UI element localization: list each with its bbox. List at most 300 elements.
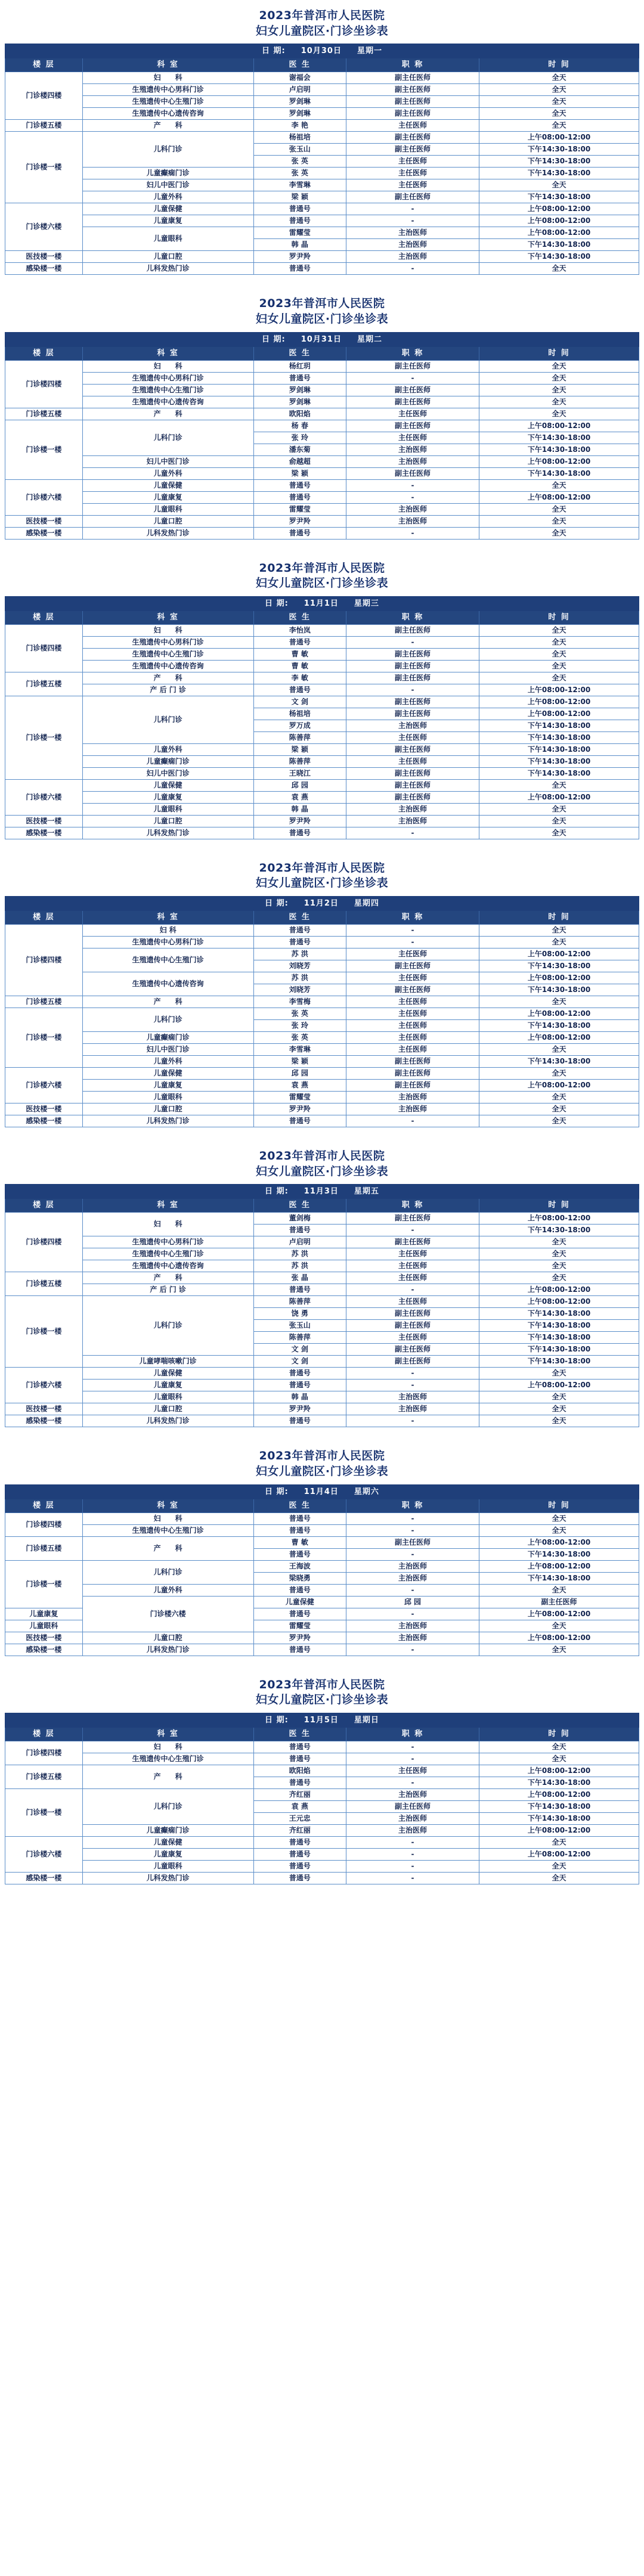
cell-department: 产 科 <box>82 1765 253 1788</box>
cell-title: 主任医师 <box>346 755 479 767</box>
table-row <box>5 1632 639 1644</box>
cell-time: 全天 <box>479 263 639 275</box>
cell-department: 妇儿中医门诊 <box>82 767 253 779</box>
cell-doctor: 张 英 <box>253 168 346 179</box>
cell-doctor: 袁 燕 <box>253 791 346 803</box>
cell-time: 上午08:00-12:00 <box>479 203 639 215</box>
cell-department: 儿科门诊 <box>82 1788 253 1824</box>
cell-title: 副主任医师 <box>346 132 479 144</box>
cell-time: 上午08:00-12:00 <box>479 684 639 696</box>
weekday-value: 星期日 <box>354 1715 379 1725</box>
cell-title: 主治医师 <box>346 1788 479 1800</box>
schedule-table <box>5 896 639 1127</box>
cell-doctor: 李雪琳 <box>253 179 346 191</box>
cell-time: 下午14:30-18:00 <box>479 144 639 156</box>
cell-doctor: 文 剑 <box>253 696 346 708</box>
sheet-title-block <box>5 0 639 44</box>
cell-doctor: 李怡岚 <box>253 624 346 636</box>
cell-time: 全天 <box>479 624 639 636</box>
day-schedule-sheet <box>0 853 644 1140</box>
cell-doctor: 陈善萍 <box>253 1332 346 1344</box>
cell-department: 儿童癫痫门诊 <box>82 1824 253 1836</box>
cell-floor: 门诊楼四楼 <box>5 72 83 120</box>
cell-title: - <box>346 636 479 648</box>
cell-department: 妇儿中医门诊 <box>82 179 253 191</box>
table-row <box>5 1103 639 1115</box>
cell-title: 副主任医师 <box>346 1356 479 1368</box>
column-header-time: 时 间 <box>479 911 639 925</box>
cell-doctor: 普通号 <box>253 1415 346 1427</box>
cell-doctor: 欧阳焰 <box>253 1765 346 1777</box>
cell-time: 上午08:00-12:00 <box>479 215 639 227</box>
cell-time: 全天 <box>479 372 639 384</box>
cell-doctor: 罗剑琳 <box>253 96 346 108</box>
table-row <box>5 1596 639 1608</box>
page-subtitle: 妇女儿童院区·门诊坐诊表 <box>255 1465 389 1478</box>
cell-doctor: 陈善萍 <box>253 755 346 767</box>
cell-floor: 感染楼一楼 <box>5 1415 83 1427</box>
table-row <box>5 467 639 479</box>
table-row <box>5 1080 639 1092</box>
column-header-doctor: 医 生 <box>253 1499 346 1512</box>
cell-department: 产 后 门 诊 <box>82 684 253 696</box>
cell-department: 儿科发热门诊 <box>82 263 253 275</box>
page-subtitle: 妇女儿童院区·门诊坐诊表 <box>255 1164 389 1178</box>
cell-time: 全天 <box>479 527 639 539</box>
cell-floor: 门诊楼五楼 <box>5 996 83 1008</box>
column-header-floor: 楼 层 <box>5 1727 83 1741</box>
table-row <box>5 624 639 636</box>
table-row <box>5 479 639 491</box>
cell-doctor: 王元忠 <box>253 1812 346 1824</box>
page-subtitle: 妇女儿童院区·门诊坐诊表 <box>255 1693 389 1707</box>
cell-time: 下午14:30-18:00 <box>479 1225 639 1236</box>
schedule-table <box>5 44 639 275</box>
cell-title: 副主任医师 <box>346 420 479 432</box>
cell-department: 儿童康复 <box>82 1848 253 1860</box>
cell-title: - <box>346 827 479 839</box>
table-row <box>5 1415 639 1427</box>
column-header-row <box>5 610 639 624</box>
cell-time: 下午14:30-18:00 <box>479 767 639 779</box>
cell-doctor: 杨祖培 <box>253 708 346 720</box>
cell-department: 儿童眼科 <box>82 227 253 251</box>
table-row <box>5 672 639 684</box>
cell-title: - <box>346 1415 479 1427</box>
cell-title: 主治医师 <box>346 1403 479 1415</box>
cell-doctor: 曹 敏 <box>253 648 346 660</box>
table-row <box>5 1380 639 1391</box>
table-row <box>5 1741 639 1753</box>
table-row <box>5 1536 639 1548</box>
table-row <box>5 779 639 791</box>
table-row <box>5 515 639 527</box>
cell-title: - <box>346 1608 479 1620</box>
cell-department: 儿科发热门诊 <box>82 1415 253 1427</box>
cell-floor: 门诊楼六楼 <box>5 779 83 815</box>
cell-doctor: 卢启明 <box>253 1236 346 1248</box>
table-row <box>5 120 639 132</box>
cell-doctor: 杨 春 <box>253 420 346 432</box>
cell-doctor: 邱 园 <box>253 1068 346 1080</box>
cell-title: - <box>346 684 479 696</box>
cell-doctor: 罗尹羚 <box>253 1632 346 1644</box>
cell-department: 产 后 门 诊 <box>82 1284 253 1296</box>
cell-time: 下午14:30-18:00 <box>479 960 639 972</box>
cell-title: 副主任医师 <box>346 1308 479 1320</box>
cell-time: 下午14:30-18:00 <box>479 720 639 731</box>
cell-department: 妇 科 <box>82 925 253 937</box>
cell-title: 副主任医师 <box>346 467 479 479</box>
cell-title: 副主任医师 <box>346 396 479 408</box>
cell-department: 儿童口腔 <box>82 1103 253 1115</box>
cell-doctor: 文 剑 <box>253 1356 346 1368</box>
cell-title: 副主任医师 <box>346 791 479 803</box>
cell-doctor: 普通号 <box>253 1548 346 1560</box>
cell-doctor: 杨红玥 <box>253 360 346 372</box>
cell-doctor: 梁晓勇 <box>253 1572 346 1584</box>
table-row <box>5 1848 639 1860</box>
cell-doctor: 文 剑 <box>253 1344 346 1356</box>
table-row <box>5 660 639 672</box>
page-subtitle: 妇女儿童院区·门诊坐诊表 <box>255 576 389 590</box>
cell-time: 全天 <box>479 648 639 660</box>
page-title: 2023年普洱市人民医院 <box>259 1149 385 1163</box>
cell-department: 儿童口腔 <box>82 1632 253 1644</box>
cell-time: 全天 <box>479 1236 639 1248</box>
cell-doctor: 普通号 <box>253 1860 346 1872</box>
cell-time: 上午08:00-12:00 <box>479 1284 639 1296</box>
cell-doctor: 刘晓芳 <box>253 984 346 996</box>
cell-title: 主治医师 <box>346 1632 479 1644</box>
cell-title: - <box>346 937 479 948</box>
cell-doctor: 普通号 <box>253 1115 346 1127</box>
cell-doctor: 张 英 <box>253 1032 346 1044</box>
cell-department: 儿童眼科 <box>82 1391 253 1403</box>
cell-doctor: 罗剑琳 <box>253 396 346 408</box>
weekday-value: 星期六 <box>354 1487 379 1496</box>
cell-department: 妇儿中医门诊 <box>82 1044 253 1056</box>
cell-title: - <box>346 479 479 491</box>
cell-floor: 门诊楼一楼 <box>5 1788 83 1836</box>
column-header-title: 职 称 <box>346 911 479 925</box>
cell-department: 儿童口腔 <box>82 1403 253 1415</box>
weekday-value: 星期四 <box>354 899 379 909</box>
cell-department: 儿童保健 <box>82 1368 253 1380</box>
day-schedule-sheet <box>0 1440 644 1669</box>
cell-time: 上午08:00-12:00 <box>479 132 639 144</box>
cell-doctor: 韩 晶 <box>253 239 346 251</box>
table-row <box>5 1248 639 1260</box>
cell-doctor: 齐红丽 <box>253 1788 346 1800</box>
cell-title: 副主任医师 <box>346 672 479 684</box>
cell-time: 上午08:00-12:00 <box>479 1536 639 1548</box>
cell-time: 全天 <box>479 1872 639 1884</box>
cell-department: 儿童外科 <box>82 1584 253 1596</box>
cell-title: 主治医师 <box>346 515 479 527</box>
cell-doctor: 张 英 <box>253 1008 346 1020</box>
cell-department: 生殖遗传中心遗传咨询 <box>82 396 253 408</box>
cell-title: 主治医师 <box>346 251 479 263</box>
cell-doctor: 普通号 <box>253 636 346 648</box>
table-row <box>5 1008 639 1020</box>
cell-department: 儿童哮喘咳嗽门诊 <box>82 1356 253 1368</box>
cell-doctor: 普通号 <box>253 1836 346 1848</box>
table-row <box>5 1860 639 1872</box>
cell-department: 儿童保健 <box>82 1836 253 1848</box>
cell-department: 妇 科 <box>82 1741 253 1753</box>
page-title: 2023年普洱市人民医院 <box>259 861 385 875</box>
cell-title: 主治医师 <box>346 1572 479 1584</box>
cell-department: 生殖遗传中心遗传咨询 <box>82 660 253 672</box>
cell-time: 全天 <box>479 779 639 791</box>
cell-title: 副主任医师 <box>346 1056 479 1068</box>
cell-title: 副主任医师 <box>346 1344 479 1356</box>
cell-title: 主治医师 <box>346 1620 479 1632</box>
cell-time: 下午14:30-18:00 <box>479 432 639 444</box>
cell-floor: 门诊楼一楼 <box>5 1008 83 1068</box>
cell-department: 儿童外科 <box>82 467 253 479</box>
cell-doctor: 罗尹羚 <box>253 515 346 527</box>
cell-title: - <box>346 1836 479 1848</box>
cell-department: 儿童康复 <box>82 1380 253 1391</box>
cell-time: 全天 <box>479 1103 639 1115</box>
cell-title: 副主任医师 <box>346 144 479 156</box>
cell-time: 全天 <box>479 1248 639 1260</box>
table-row <box>5 455 639 467</box>
cell-title: - <box>346 1512 479 1524</box>
cell-department: 儿科发热门诊 <box>82 1872 253 1884</box>
table-row <box>5 84 639 96</box>
cell-department: 妇 科 <box>82 72 253 84</box>
cell-doctor: 普通号 <box>253 925 346 937</box>
table-row <box>5 263 639 275</box>
cell-title: - <box>346 1115 479 1127</box>
cell-doctor: 韩 晶 <box>253 1391 346 1403</box>
column-header-row <box>5 346 639 360</box>
column-header-title: 职 称 <box>346 346 479 360</box>
cell-title: - <box>346 527 479 539</box>
column-header-row <box>5 1727 639 1741</box>
cell-doctor: 罗剑琳 <box>253 384 346 396</box>
cell-floor: 门诊楼六楼 <box>5 1836 83 1872</box>
cell-title: 副主任医师 <box>346 84 479 96</box>
column-header-title: 职 称 <box>346 1499 479 1512</box>
cell-floor: 门诊楼四楼 <box>5 360 83 408</box>
table-row <box>5 491 639 503</box>
cell-title: 副主任医师 <box>479 1596 639 1608</box>
cell-doctor: 普通号 <box>253 1380 346 1391</box>
date-bar-text <box>5 596 639 610</box>
table-row <box>5 684 639 696</box>
cell-title: 主治医师 <box>346 720 479 731</box>
cell-floor: 门诊楼六楼 <box>5 1368 83 1403</box>
table-row <box>5 360 639 372</box>
cell-time: 下午14:30-18:00 <box>479 1320 639 1332</box>
cell-floor: 门诊楼四楼 <box>5 1213 83 1272</box>
cell-title: - <box>346 1644 479 1656</box>
cell-time: 全天 <box>479 479 639 491</box>
sheet-title-block <box>5 1140 639 1184</box>
cell-title: 主治医师 <box>346 239 479 251</box>
cell-department: 儿科发热门诊 <box>82 1644 253 1656</box>
table-row <box>5 827 639 839</box>
cell-time: 全天 <box>479 1584 639 1596</box>
cell-title: 副主任医师 <box>346 1236 479 1248</box>
table-row <box>5 1284 639 1296</box>
table-row <box>5 72 639 84</box>
cell-doctor: 卢启明 <box>253 84 346 96</box>
cell-time: 全天 <box>479 996 639 1008</box>
column-header-floor: 楼 层 <box>5 610 83 624</box>
cell-time: 下午14:30-18:00 <box>479 1332 639 1344</box>
cell-doctor: 普通号 <box>253 937 346 948</box>
cell-title: 副主任医师 <box>346 960 479 972</box>
cell-title: 主任医师 <box>346 120 479 132</box>
cell-time: 全天 <box>479 660 639 672</box>
cell-title: 主治医师 <box>346 1824 479 1836</box>
cell-title: - <box>346 491 479 503</box>
cell-doctor: 邱 园 <box>253 779 346 791</box>
cell-floor: 门诊楼一楼 <box>5 132 83 203</box>
cell-title: 副主任医师 <box>346 1800 479 1812</box>
date-bar-text <box>5 332 639 346</box>
cell-department: 儿童癫痫门诊 <box>82 1032 253 1044</box>
cell-time: 全天 <box>479 1092 639 1103</box>
cell-doctor: 普通号 <box>253 479 346 491</box>
schedule-table <box>5 1484 639 1656</box>
cell-doctor: 苏 洪 <box>253 1260 346 1272</box>
cell-department: 儿童康复 <box>82 215 253 227</box>
cell-doctor: 普通号 <box>253 827 346 839</box>
cell-doctor: 李雪琳 <box>253 1044 346 1056</box>
table-row <box>5 408 639 420</box>
cell-doctor: 张 玲 <box>253 1020 346 1032</box>
cell-time: 下午14:30-18:00 <box>479 731 639 743</box>
cell-title: 副主任医师 <box>346 1068 479 1080</box>
cell-time: 上午08:00-12:00 <box>479 1632 639 1644</box>
cell-title: 副主任医师 <box>346 1213 479 1225</box>
column-header-department: 科 室 <box>82 610 253 624</box>
date-bar <box>5 44 639 58</box>
cell-time: 上午08:00-12:00 <box>479 420 639 432</box>
cell-doctor: 杨祖培 <box>253 132 346 144</box>
cell-time: 全天 <box>479 1260 639 1272</box>
cell-title: - <box>346 1284 479 1296</box>
cell-department: 儿童口腔 <box>82 815 253 827</box>
sheet-title-block <box>5 288 639 331</box>
cell-doctor: 张 晶 <box>253 1272 346 1284</box>
cell-department: 儿童外科 <box>82 191 253 203</box>
table-row <box>5 1836 639 1848</box>
cell-department: 儿科发热门诊 <box>82 1115 253 1127</box>
cell-doctor: 欧阳焰 <box>253 408 346 420</box>
cell-doctor: 饶 勇 <box>253 1308 346 1320</box>
cell-time: 全天 <box>479 827 639 839</box>
cell-title: 副主任医师 <box>346 1080 479 1092</box>
column-header-department: 科 室 <box>82 346 253 360</box>
cell-department: 儿童眼科 <box>82 803 253 815</box>
day-schedule-sheet <box>0 553 644 853</box>
cell-doctor: 普通号 <box>253 1608 346 1620</box>
cell-floor: 感染楼一楼 <box>5 1644 83 1656</box>
cell-title: 主治医师 <box>346 1391 479 1403</box>
date-label: 日 期: <box>265 1715 289 1725</box>
schedule-table <box>5 596 639 839</box>
table-row <box>5 168 639 179</box>
column-header-row <box>5 58 639 72</box>
cell-doctor: 李 艳 <box>253 120 346 132</box>
cell-title: 主任医师 <box>346 156 479 168</box>
cell-doctor: 刘晓芳 <box>253 960 346 972</box>
weekday-value: 星期五 <box>354 1187 379 1196</box>
page-subtitle: 妇女儿童院区·门诊坐诊表 <box>255 24 389 38</box>
column-header-doctor: 医 生 <box>253 610 346 624</box>
sheet-title-block <box>5 1440 639 1484</box>
cell-department: 儿童康复 <box>5 1608 83 1620</box>
cell-department: 生殖遗传中心男科门诊 <box>82 372 253 384</box>
cell-department: 儿童癫痫门诊 <box>82 168 253 179</box>
cell-department: 生殖遗传中心生殖门诊 <box>82 648 253 660</box>
table-row <box>5 1115 639 1127</box>
column-header-doctor: 医 生 <box>253 58 346 72</box>
cell-title: 主任医师 <box>346 948 479 960</box>
cell-doctor: 袁 燕 <box>253 1800 346 1812</box>
cell-time: 全天 <box>479 1741 639 1753</box>
cell-floor: 门诊楼六楼 <box>82 1596 253 1632</box>
date-label: 日 期: <box>265 599 289 608</box>
cell-doctor: 普通号 <box>253 1872 346 1884</box>
cell-floor: 门诊楼六楼 <box>5 1068 83 1103</box>
cell-title: 主任医师 <box>346 972 479 984</box>
cell-time: 全天 <box>479 72 639 84</box>
cell-doctor: 潘东菊 <box>253 444 346 455</box>
cell-time: 上午08:00-12:00 <box>479 1032 639 1044</box>
date-bar-text <box>5 1185 639 1199</box>
column-header-row <box>5 1499 639 1512</box>
cell-department: 妇 科 <box>82 360 253 372</box>
cell-doctor: 张 英 <box>253 156 346 168</box>
cell-department: 生殖遗传中心生殖门诊 <box>82 1248 253 1260</box>
cell-doctor: 普通号 <box>253 1777 346 1788</box>
cell-time: 上午08:00-12:00 <box>479 1560 639 1572</box>
cell-time: 全天 <box>479 1836 639 1848</box>
table-row <box>5 1753 639 1765</box>
cell-department: 儿童眼科 <box>82 1092 253 1103</box>
table-row <box>5 1403 639 1415</box>
column-header-title: 职 称 <box>346 1727 479 1741</box>
table-row <box>5 227 639 239</box>
cell-title: - <box>346 925 479 937</box>
date-value: 11月2日 <box>304 899 339 909</box>
table-row <box>5 1644 639 1656</box>
cell-title: - <box>346 1584 479 1596</box>
date-bar <box>5 596 639 610</box>
cell-doctor: 普通号 <box>253 1284 346 1296</box>
cell-time: 下午14:30-18:00 <box>479 1356 639 1368</box>
cell-floor: 感染楼一楼 <box>5 263 83 275</box>
table-row <box>5 1788 639 1800</box>
table-row <box>5 1368 639 1380</box>
cell-floor: 门诊楼一楼 <box>5 1296 83 1368</box>
cell-floor: 门诊楼四楼 <box>5 624 83 672</box>
cell-title: 副主任医师 <box>346 191 479 203</box>
cell-floor: 门诊楼六楼 <box>5 203 83 251</box>
cell-time: 上午08:00-12:00 <box>479 1213 639 1225</box>
cell-time: 全天 <box>479 84 639 96</box>
cell-time: 全天 <box>479 1620 639 1632</box>
schedule-table <box>5 1713 639 1884</box>
